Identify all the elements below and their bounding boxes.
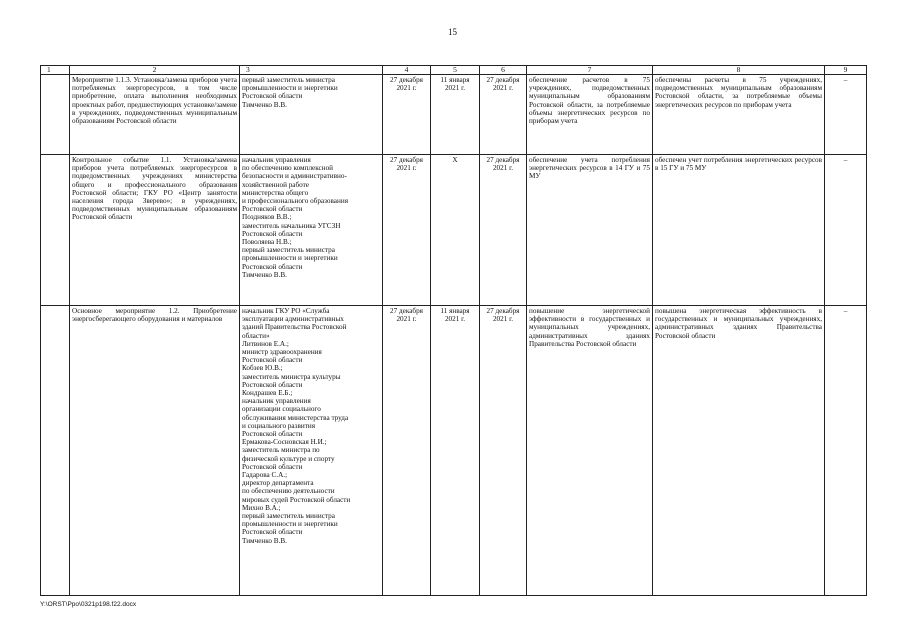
responsible-line: Ростовской области — [242, 380, 303, 389]
planned-start-cell: 27 декабря 2021 г. — [383, 155, 431, 306]
responsible-line: Михно В.А.; — [242, 503, 281, 512]
responsible-line: Ростовской области — [242, 92, 303, 101]
responsible-line: Ростовской области — [242, 205, 303, 214]
row-number-cell — [41, 75, 70, 155]
header-col-9: 9 — [825, 66, 867, 75]
responsible-line: начальник управления — [242, 156, 311, 164]
header-col-8: 8 — [653, 66, 825, 75]
actual-end-cell: 27 декабря 2021 г. — [480, 306, 527, 596]
actual-end-cell: 27 декабря 2021 г. — [480, 155, 527, 306]
responsible-line: Кобзев Ю.В.; — [242, 364, 283, 373]
responsible-line: директор департамента — [242, 479, 314, 488]
planned-start-cell: 27 декабря 2021 г. — [383, 75, 431, 155]
header-row — [41, 66, 867, 75]
responsible-cell — [240, 155, 383, 306]
file-path-footer: Y:\ORST\Ppo\0321p198.f22.docx — [40, 601, 137, 608]
responsible-line: заместитель министра культуры — [242, 372, 341, 381]
notes-cell: – — [825, 75, 867, 155]
header-col-2: 2 — [70, 66, 240, 75]
page-number: 15 — [448, 27, 457, 37]
responsible-cell — [240, 75, 383, 155]
planned-end-cell: Х — [431, 155, 480, 306]
responsible-line: Ростовской области — [242, 229, 303, 238]
responsible-line: по обеспечению комплексной — [242, 164, 334, 173]
responsible-line: первый заместитель министра — [242, 76, 335, 84]
header-col-6: 6 — [480, 66, 527, 75]
responsible-line: заместитель начальника УГСЗН — [242, 221, 341, 230]
actual-result-cell: обеспечены расчеты в 75 учреждениях, подведомственных муниципальным образованиям Ростовской области, за потребляемые объемы энергетических ресурсов по приборам учета — [653, 75, 825, 155]
responsible-line: и профессионального образования — [242, 197, 349, 206]
responsible-line: Ростовской области — [242, 430, 303, 439]
responsible-line: начальник ГКУ РО «Служба — [242, 307, 330, 315]
responsible-line: промышленности и энергетики — [242, 520, 338, 529]
responsible-line: по обеспечению деятельности — [242, 487, 335, 496]
measure-cell: Мероприятие 1.1.3. Установка/замена приборов учета потребляемых энергоресурсов, в том числе приобретение, оплата выполнения необходимых проектных работ, предшествующих установке/замене в учреждениях, подведомственных муниципальным образованиям Ростовской области — [70, 75, 240, 155]
planned-result-cell: обеспечение учета потребления энергетических ресурсов в 14 ГУ и 75 МУ — [527, 155, 653, 306]
header-col-7: 7 — [527, 66, 653, 75]
actual-result-cell: повышена энергетическая эффективность в государственных и муниципальных учреждениях, административных зданиях Правительства Ростовской области — [653, 306, 825, 596]
planned-end-cell: 11 января 2021 г. — [431, 306, 480, 596]
responsible-line: организации социального — [242, 405, 321, 414]
planned-end-cell: 11 января 2021 г. — [431, 75, 480, 155]
responsible-line: Поволяева Н.В.; — [242, 238, 292, 247]
responsible-line: Ермакова-Сосновская Н.И.; — [242, 438, 327, 447]
notes-cell: – — [825, 306, 867, 596]
header-col-5: 5 — [431, 66, 480, 75]
responsible-line: Тимченко В.В. — [242, 270, 287, 279]
responsible-line: Тимченко В.В. — [242, 100, 287, 109]
measure-cell: Основное мероприятие 1.2. Приобретение энергосберегающего оборудования и материалов — [70, 306, 240, 596]
table-row — [41, 306, 867, 596]
responsible-line: и социального развития — [242, 421, 315, 430]
row-number-cell — [41, 306, 70, 596]
responsible-line: обслуживания министерства труда — [242, 413, 349, 422]
responsible-line: области» — [242, 331, 270, 340]
responsible-line: Ростовской области — [242, 262, 303, 271]
table-row — [41, 75, 867, 155]
responsible-line: Ростовской области — [242, 528, 303, 537]
responsible-line: министерства общего — [242, 188, 309, 197]
responsible-line: первый заместитель министра — [242, 512, 335, 521]
report-table — [40, 65, 867, 596]
responsible-line: первый заместитель министра — [242, 246, 335, 255]
responsible-line: Ростовской области — [242, 356, 303, 365]
responsible-line: физической культуре и спорту — [242, 454, 335, 463]
planned-start-cell: 27 декабря 2021 г. — [383, 306, 431, 596]
responsible-line: начальник управления — [242, 397, 311, 406]
actual-end-cell: 27 декабря 2021 г. — [480, 75, 527, 155]
responsible-line: безопасности и административно- — [242, 172, 347, 181]
responsible-line: заместитель министра по — [242, 446, 320, 455]
row-number-cell — [41, 155, 70, 306]
responsible-line: Ростовской области — [242, 462, 303, 471]
responsible-line: Тимченко В.В. — [242, 536, 287, 545]
responsible-line: министр здравоохранения — [242, 348, 322, 357]
planned-result-cell: обеспечение расчетов в 75 учреждениях, подведомственных муниципальным образованиям Ростовской области, за потребляемые объемы энергетических ресурсов по приборам учета — [527, 75, 653, 155]
notes-cell: – — [825, 155, 867, 306]
responsible-line: эксплуатации административных — [242, 315, 344, 324]
table-row — [41, 155, 867, 306]
responsible-line: промышленности и энергетики — [242, 254, 338, 263]
measure-cell: Контрольное событие 1.1. Установка/замена приборов учета потребляемых энергоресурсов в подведомственных учреждениях министерства общего и профессионального образования Ростовской области; ГКУ РО «Центр занятости населения города Зверево»; в учреждениях, подведомственных муниципальным образованиям Ростовской области — [70, 155, 240, 306]
responsible-line: Гадарова С.А.; — [242, 471, 288, 480]
header-col-4: 4 — [383, 66, 431, 75]
responsible-line: Кондрашев Е.Б.; — [242, 389, 293, 398]
responsible-line: мировых судей Ростовской области — [242, 495, 351, 504]
responsible-line: зданий Правительства Ростовской — [242, 323, 347, 332]
planned-result-cell: повышение энергетической эффективности в государственных и муниципальных учреждениях, административных зданиях Правительства Ростовской области — [527, 306, 653, 596]
responsible-line: промышленности и энергетики — [242, 84, 338, 93]
responsible-line: Поздняков В.В.; — [242, 213, 292, 222]
responsible-cell — [240, 306, 383, 596]
actual-result-cell: обеспечен учет потребления энергетических ресурсов в 15 ГУ и 75 МУ — [653, 155, 825, 306]
responsible-line: Литвинов Е.А.; — [242, 339, 289, 348]
responsible-line: хозяйственной работе — [242, 180, 309, 189]
header-col-1: 1 — [41, 66, 70, 75]
header-col-3: 3 — [240, 66, 383, 75]
report-table-body — [41, 66, 867, 596]
